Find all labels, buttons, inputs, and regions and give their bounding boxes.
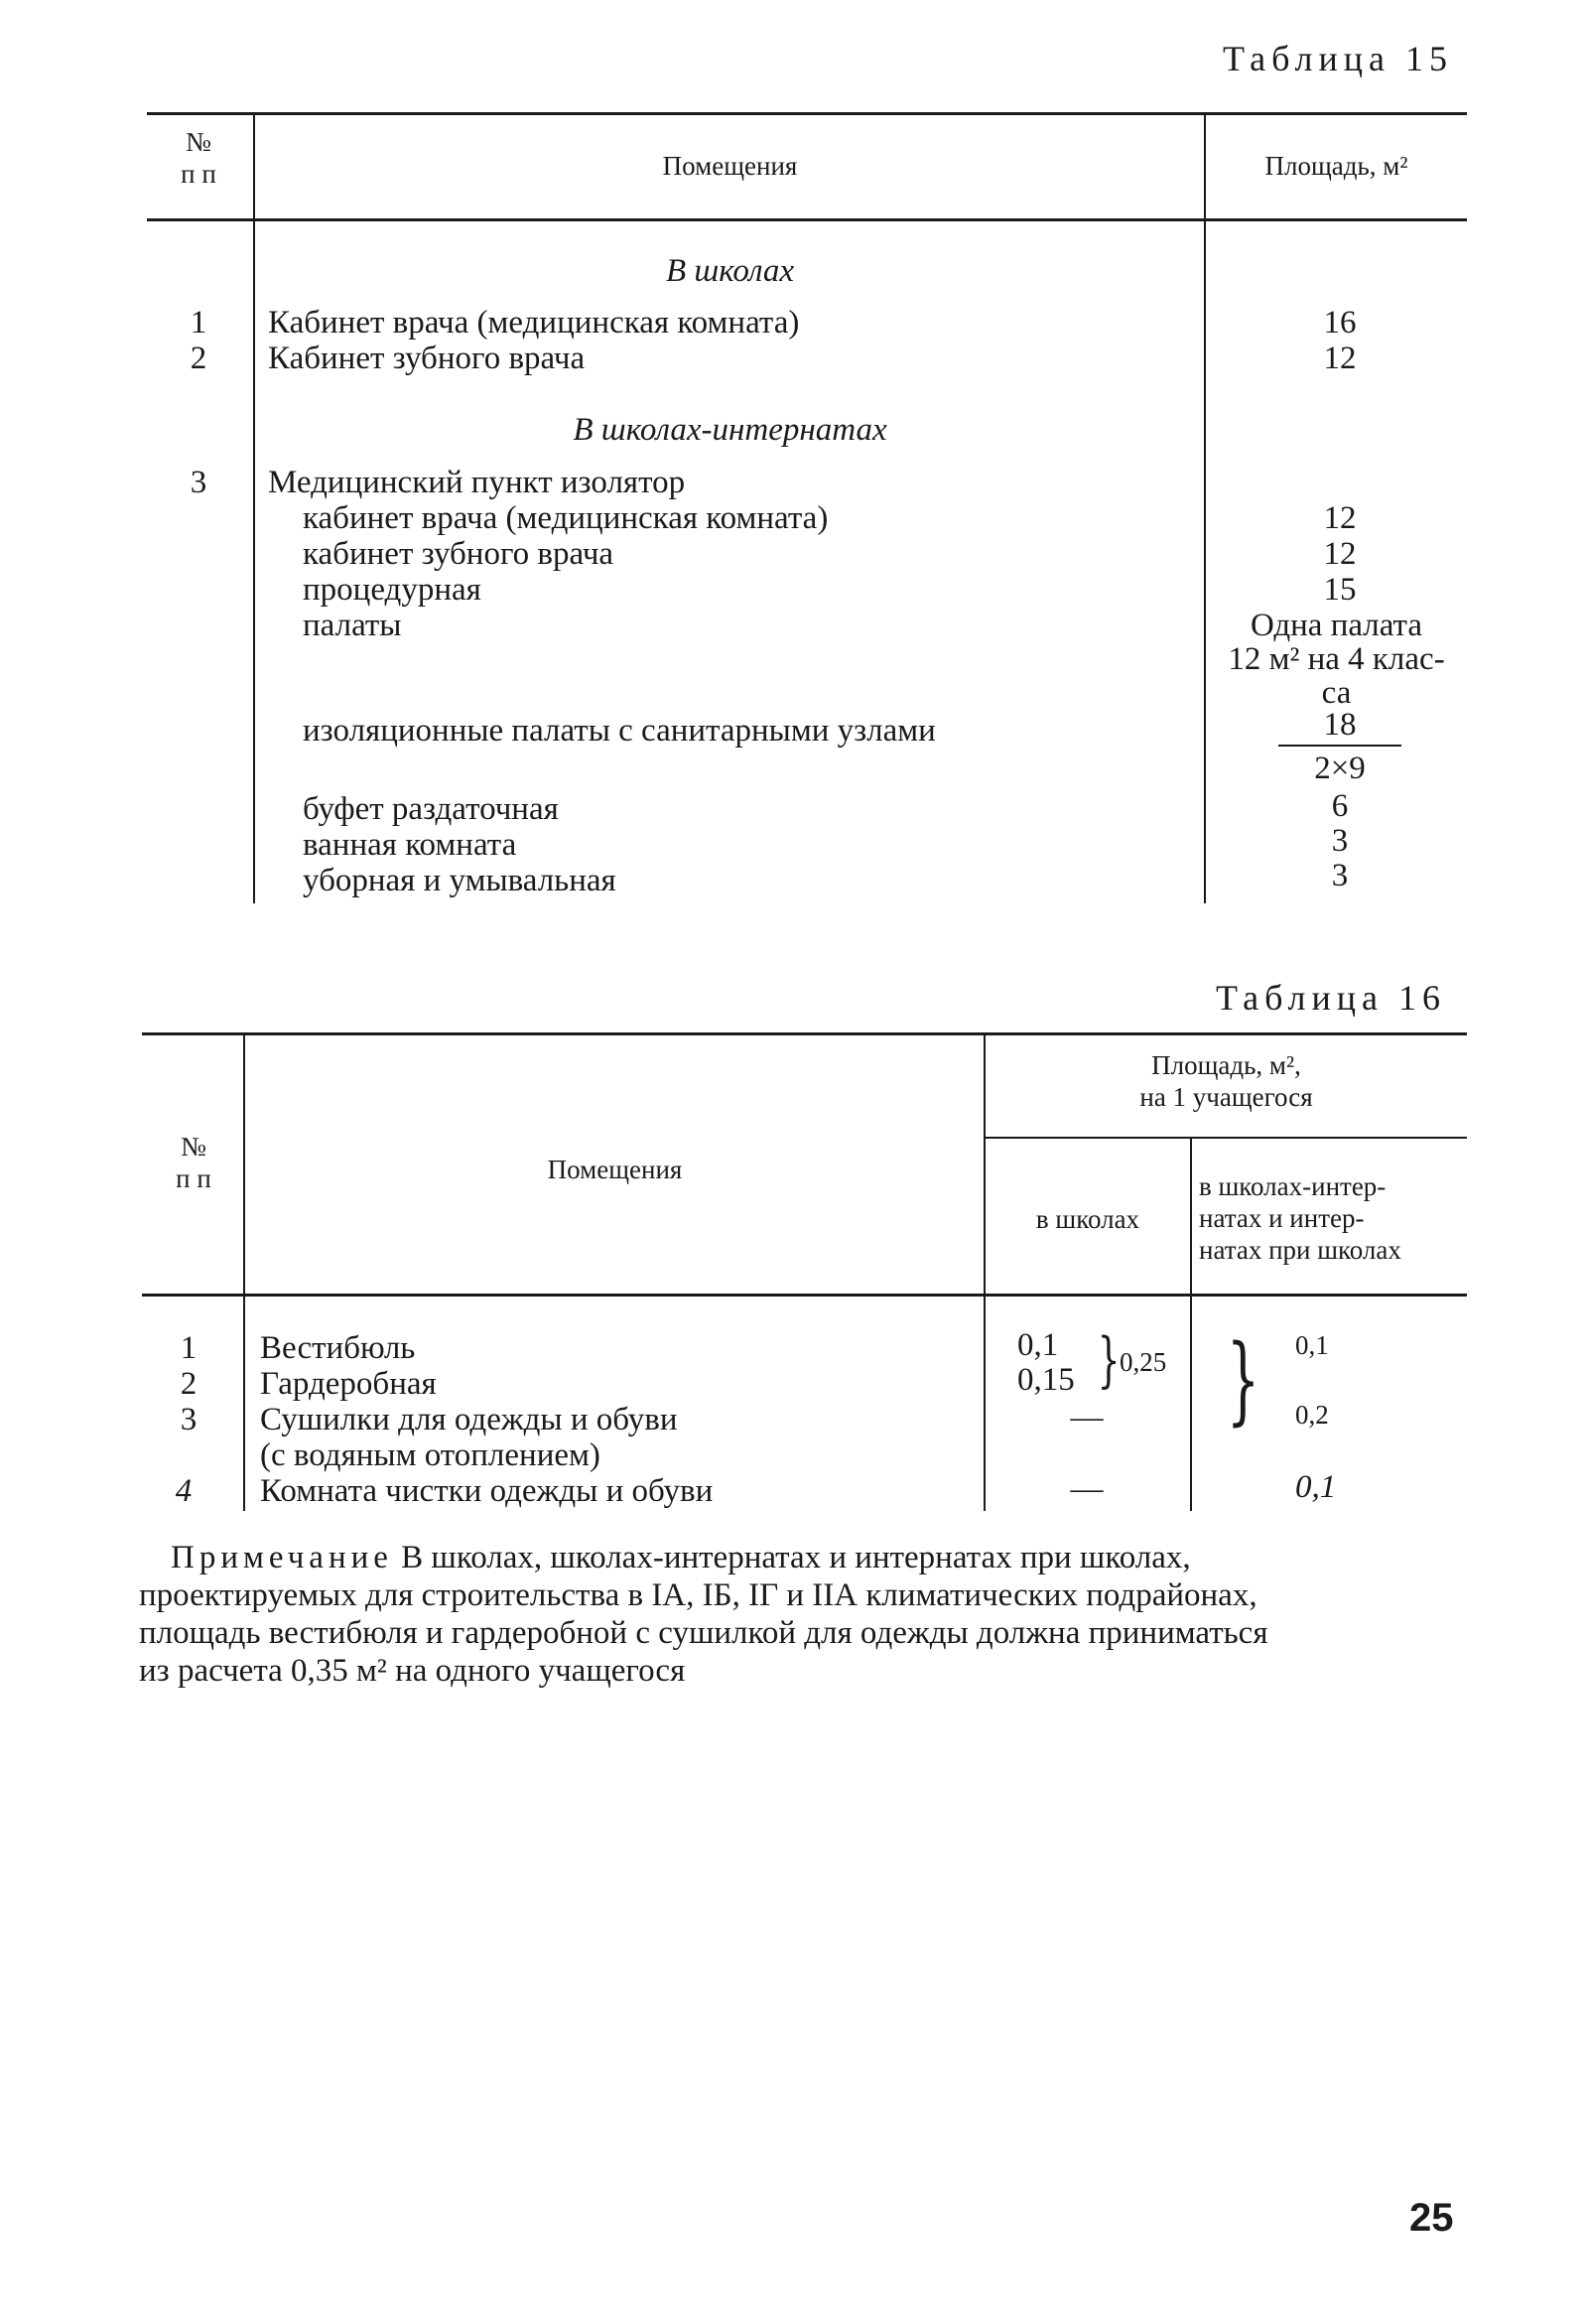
table16-caption: Таблица 16 <box>1216 978 1446 1018</box>
table15-header-num-b: п п <box>181 159 216 189</box>
table15-row-name: буфет раздаточная <box>303 791 559 827</box>
table16-boarding-group-top: 0,1 <box>1295 1330 1329 1360</box>
table15-col-divider-1 <box>253 114 255 903</box>
table15-header-num-a: № <box>186 127 211 157</box>
table15-header-rooms: Помещения <box>662 151 798 181</box>
table16-row-schools: 0,15 <box>1017 1362 1075 1398</box>
table15-row-num: 1 <box>190 305 207 341</box>
table16-row-num: 1 <box>180 1330 198 1366</box>
note-text: В школах, школах-интернатах и интернатах при школах, <box>401 1540 1191 1575</box>
table16-row-boarding: 0,1 <box>1295 1469 1337 1505</box>
table15-row-name: процедурная <box>303 572 481 608</box>
table16-header-rule <box>142 1294 1467 1297</box>
table16-row-schools: 0,1 <box>1017 1327 1059 1363</box>
table16-header-schools: в школах <box>1035 1204 1140 1234</box>
table15-row-value: 12 м² на 4 клас- <box>1228 641 1445 677</box>
table16-top-rule <box>142 1032 1467 1035</box>
fraction-bar <box>1278 745 1401 747</box>
table15-row-name: ванная комната <box>303 827 517 863</box>
note-line: из расчета 0,35 м² на одного учащегося <box>139 1653 686 1689</box>
table15-row-value: 3 <box>1331 823 1349 859</box>
table15-section-boarding: В школах-интернатах <box>573 412 887 448</box>
table16-header-num-a: № <box>181 1132 206 1162</box>
table15-row-name: изоляционные палаты с санитарными узлами <box>303 713 936 749</box>
table15-row-value: 3 <box>1331 858 1349 893</box>
table15-row-num: 3 <box>190 465 207 500</box>
table15-row-value: Одна палата <box>1250 608 1423 643</box>
table16-header-area-line2: на 1 учащегося <box>1139 1082 1313 1112</box>
table15-row-name: Кабинет зубного врача <box>268 341 586 376</box>
table15-row-value: 12 <box>1323 341 1357 376</box>
table15-row-value: 12 <box>1323 500 1357 536</box>
table15-row-value: 6 <box>1331 788 1349 824</box>
table16-row-name: Сушилки для одежды и обуви <box>260 1402 678 1437</box>
table15-row-value: 12 <box>1323 536 1357 572</box>
table16-row-num: 2 <box>180 1366 198 1402</box>
page-number: 25 <box>1409 2196 1454 2240</box>
table16-row-name: Вестибюль <box>260 1330 416 1366</box>
table16-header-boarding-line2: натах и интер- <box>1199 1203 1365 1233</box>
brace-icon: } <box>1097 1325 1121 1395</box>
table16-row-num: 3 <box>180 1402 198 1437</box>
fraction-denominator: 2×9 <box>1314 751 1366 786</box>
note-line: площадь вестибюля и гардеробной с сушилкой для одежды должна приниматься <box>139 1615 1268 1651</box>
table16-header-rooms: Помещения <box>547 1155 683 1184</box>
table16-boarding-group-bottom: 0,2 <box>1295 1400 1329 1430</box>
table15-header-area: Площадь, м² <box>1264 151 1408 181</box>
table15-row-num: 2 <box>190 341 207 376</box>
table16-row-schools: — <box>1070 1471 1104 1507</box>
table15-top-rule <box>147 112 1467 115</box>
table16-schools-group-total: 0,25 <box>1120 1347 1167 1377</box>
table16-col-divider-3 <box>1190 1139 1192 1511</box>
table15-row-name: кабинет врача (медицинская комната) <box>303 500 829 536</box>
table16-row-schools: — <box>1070 1400 1104 1435</box>
fraction-numerator: 18 <box>1323 707 1357 743</box>
table15-row-name: палаты <box>303 608 402 643</box>
table15-section-schools: В школах <box>665 253 795 289</box>
table16-subheader-rule <box>986 1137 1467 1139</box>
note-line: проектируемых для строительства в IА, IБ, IГ и IIА климатических подрайонах, <box>139 1577 1257 1613</box>
table16-header-area-line1: Площадь, м², <box>1151 1050 1301 1080</box>
table15-row-name: Кабинет врача (медицинская комната) <box>268 305 800 341</box>
note-lead: Примечание <box>171 1540 393 1575</box>
table15-row-value: са <box>1321 675 1352 711</box>
table15-row-value: 15 <box>1323 572 1357 608</box>
table15-header-rule <box>147 218 1467 221</box>
table16-row-name: Гардеробная <box>260 1366 437 1402</box>
table16-header-boarding-line1: в школах-интер- <box>1199 1171 1387 1201</box>
table15-row-name: Медицинский пункт изолятор <box>268 465 686 500</box>
table16-row-name: (с водяным отоплением) <box>260 1437 600 1473</box>
table16-col-divider-1 <box>243 1034 245 1511</box>
table15-row-name: кабинет зубного врача <box>303 536 614 572</box>
table16-header-num-b: п п <box>176 1163 211 1193</box>
table15-caption: Таблица 15 <box>1223 39 1453 78</box>
brace-icon: } <box>1226 1324 1260 1435</box>
table16-header-boarding-line3: натах при школах <box>1199 1235 1401 1265</box>
note-line <box>171 1539 1191 1576</box>
table16-row-num: 4 <box>175 1473 193 1509</box>
table15-row-value: 16 <box>1323 305 1357 341</box>
table16-row-name: Комната чистки одежды и обуви <box>260 1473 714 1509</box>
table15-col-divider-2 <box>1204 114 1206 903</box>
table15-row-name: уборная и умывальная <box>303 863 616 898</box>
